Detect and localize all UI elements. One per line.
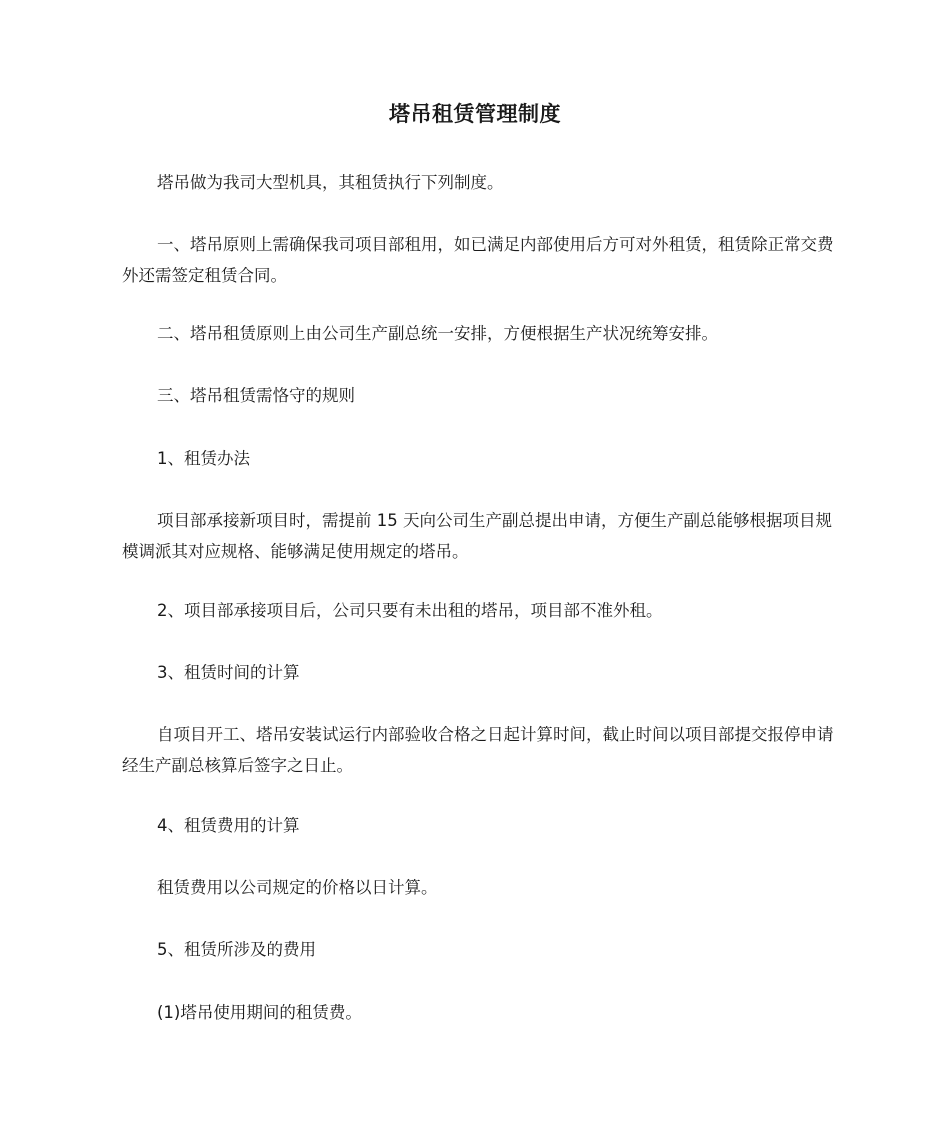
paragraph-item-5-heading: 5、租赁所涉及的费用 xyxy=(157,940,316,959)
paragraph-item-3-heading: 3、租赁时间的计算 xyxy=(157,663,300,682)
paragraph-item-1-heading: 1、租赁办法 xyxy=(157,449,250,468)
paragraph-rule-3-heading: 三、塔吊租赁需恪守的规则 xyxy=(157,386,355,405)
paragraph-item-5-sub-1: (1)塔吊使用期间的租赁费。 xyxy=(157,1003,362,1022)
paragraph-item-4-body: 租赁费用以公司规定的价格以日计算。 xyxy=(157,878,438,897)
paragraph-rule-2: 二、塔吊租赁原则上由公司生产副总统一安排，方便根据生产状况统筹安排。 xyxy=(157,324,718,343)
paragraph-item-4-heading: 4、租赁费用的计算 xyxy=(157,816,300,835)
paragraph-rule-1: 一、塔吊原则上需确保我司项目部租用，如已满足内部使用后方可对外租赁，租赁除正常交费外还需签定租赁合同。 xyxy=(122,235,834,285)
paragraph-item-3-body: 自项目开工、塔吊安装试运行内部验收合格之日起计算时间，截止时间以项目部提交报停申请经生产副总核算后签字之日止。 xyxy=(122,725,834,775)
paragraph-item-2: 2、项目部承接项目后，公司只要有未出租的塔吊，项目部不准外租。 xyxy=(157,601,663,620)
paragraph-item-1-body: 项目部承接新项目时，需提前 15 天向公司生产副总提出申请，方便生产副总能够根据项目规模调派其对应规格、能够满足使用规定的塔吊。 xyxy=(122,511,832,561)
document-title: 塔吊租赁管理制度 xyxy=(389,102,561,126)
paragraph-intro: 塔吊做为我司大型机具，其租赁执行下列制度。 xyxy=(157,173,504,192)
